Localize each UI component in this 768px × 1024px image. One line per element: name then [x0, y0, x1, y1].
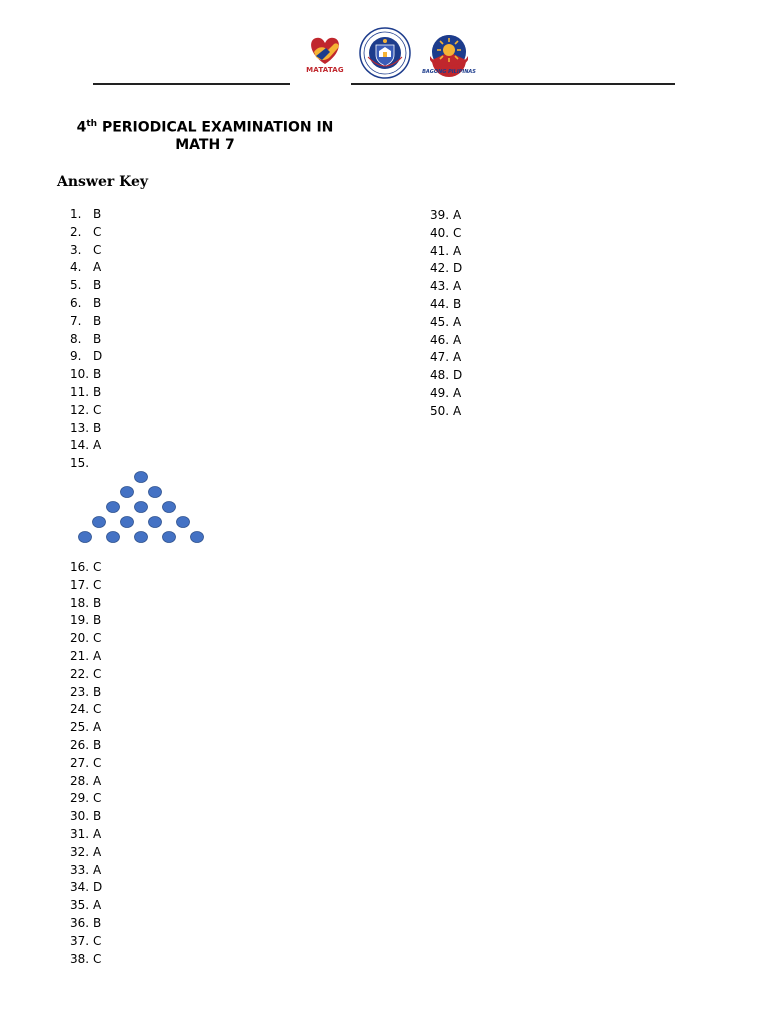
answer-item	[70, 259, 102, 277]
answer-item	[430, 349, 462, 367]
pattern-dot	[149, 517, 162, 528]
answer-number: 44.	[430, 296, 450, 311]
deped-seal	[359, 27, 411, 79]
answer-letter: A	[453, 314, 462, 329]
answer-list-1-15	[70, 206, 102, 473]
answer-number: 49.	[430, 385, 450, 400]
answer-letter: A	[93, 438, 102, 453]
answer-number: 9.	[70, 349, 82, 364]
answer-letter: A	[453, 243, 462, 258]
answer-number: 46.	[430, 332, 450, 347]
answer-number: 1.	[70, 207, 82, 221]
pattern-dot	[177, 517, 190, 528]
answer-item	[430, 314, 462, 332]
answer-number: 19.	[70, 613, 90, 628]
title-line-2: MATH 7	[175, 136, 235, 153]
answer-number: 45.	[430, 314, 450, 329]
answer-letter: B	[93, 809, 102, 824]
answer-letter: C	[93, 402, 102, 417]
answer-item	[70, 648, 102, 666]
pattern-dot	[149, 487, 162, 498]
answer-letter: A	[453, 279, 462, 294]
answer-number: 23.	[70, 684, 90, 699]
pattern-dot	[121, 517, 134, 528]
answer-list-39-50	[430, 207, 462, 421]
answer-item	[430, 243, 462, 261]
answer-item	[70, 559, 102, 577]
answer-letter: A	[93, 773, 102, 788]
title-ordinal: 4	[76, 119, 87, 136]
pattern-dot	[135, 502, 148, 513]
answer-letter: C	[93, 577, 102, 592]
answer-number: 2.	[70, 224, 82, 239]
title-ordinal-suffix: th	[86, 119, 98, 129]
answer-item	[70, 737, 102, 755]
answer-letter: C	[93, 560, 102, 574]
answer-item	[430, 367, 462, 385]
answer-letter: C	[93, 951, 102, 966]
answer-number: 17.	[70, 577, 90, 592]
answer-number: 36.	[70, 915, 90, 930]
answer-number: 29.	[70, 791, 90, 806]
answer-letter: A	[93, 648, 102, 663]
answer-letter: B	[93, 595, 102, 610]
answer-item	[70, 915, 102, 933]
answer-item	[70, 933, 102, 951]
header-rule-right	[351, 83, 675, 85]
answer-letter: A	[93, 260, 102, 275]
answer-number: 7.	[70, 313, 82, 328]
answer-number: 34.	[70, 880, 90, 895]
answer-number: 41.	[430, 243, 450, 258]
answer-item	[70, 630, 102, 648]
answer-item	[70, 384, 102, 402]
answer-number: 11.	[70, 384, 90, 399]
answer-number: 21.	[70, 648, 90, 663]
answer-letter: C	[93, 631, 102, 646]
matatag-logo-text: MATATAG	[306, 66, 344, 74]
answer-list-16-38	[70, 559, 102, 968]
answer-letter: B	[93, 278, 102, 293]
answer-letter: A	[453, 350, 462, 365]
answer-item	[70, 612, 102, 630]
answer-item	[430, 207, 462, 225]
bagong-pilipinas-logo-text: BAGONG PILIPINAS	[422, 69, 476, 75]
answer-item	[70, 879, 102, 897]
answer-item	[70, 224, 102, 242]
answer-letter: D	[453, 368, 463, 383]
answer-item	[430, 385, 462, 403]
answer-letter: C	[93, 791, 102, 806]
title-line-1	[60, 116, 350, 137]
answer-number: 30.	[70, 809, 90, 824]
answer-letter: B	[93, 331, 102, 346]
answer-item	[70, 773, 102, 791]
answer-letter: B	[93, 915, 102, 930]
answer-item	[70, 206, 102, 224]
answer-letter: C	[93, 666, 102, 681]
answer-number: 40.	[430, 225, 450, 240]
answer-letter: A	[93, 862, 102, 877]
answer-number: 5.	[70, 278, 82, 293]
answer-letter: B	[93, 613, 102, 628]
answer-item	[70, 420, 102, 438]
answer-letter: A	[93, 826, 102, 841]
answer-letter: A	[453, 332, 462, 347]
answer-item	[70, 366, 102, 384]
answer-item	[70, 348, 102, 366]
answer-number: 10.	[70, 367, 90, 382]
answer-letter: C	[93, 702, 102, 717]
answer-item	[430, 332, 462, 350]
pattern-dot	[79, 532, 92, 543]
answer-number: 4.	[70, 260, 82, 275]
answer-letter: B	[93, 207, 102, 221]
answer-item	[70, 684, 102, 702]
answer-letter: B	[453, 296, 462, 311]
answer-number: 15.	[70, 456, 90, 471]
answer-number: 28.	[70, 773, 90, 788]
answer-letter: D	[453, 261, 463, 276]
answer-item	[70, 331, 102, 349]
answer-number: 26.	[70, 737, 90, 752]
pattern-dot	[163, 532, 176, 543]
answer-number: 31.	[70, 826, 90, 841]
answer-item	[70, 862, 102, 880]
answer-item	[430, 225, 462, 243]
answer-number: 16.	[70, 560, 90, 574]
pattern-dot	[107, 502, 120, 513]
page-title	[60, 116, 350, 154]
answer-item	[430, 296, 462, 314]
answer-letter: A	[93, 898, 102, 913]
answer-number: 25.	[70, 720, 90, 735]
answer-number: 20.	[70, 631, 90, 646]
answer-number: 35.	[70, 898, 90, 913]
pattern-dot	[135, 472, 148, 483]
answer-letter: C	[93, 933, 102, 948]
answer-item	[430, 260, 462, 278]
answer-item	[70, 755, 102, 773]
answer-item	[70, 437, 102, 455]
answer-letter: B	[93, 384, 102, 399]
pattern-dot	[107, 532, 120, 543]
answer-letter: B	[93, 295, 102, 310]
answer-number: 18.	[70, 595, 90, 610]
answer-item	[70, 826, 102, 844]
answer-number: 37.	[70, 933, 90, 948]
answer-number: 8.	[70, 331, 82, 346]
answer-number: 3.	[70, 242, 82, 257]
answer-item	[430, 278, 462, 296]
answer-number: 50.	[430, 403, 450, 418]
answer-letter: C	[93, 224, 102, 239]
pattern-dot	[121, 487, 134, 498]
answer-number: 33.	[70, 862, 90, 877]
answer-letter: C	[453, 225, 462, 240]
answer-letter: C	[93, 242, 102, 257]
answer-number: 48.	[430, 368, 450, 383]
answer-item	[70, 295, 102, 313]
answer-number: 32.	[70, 844, 90, 859]
answer-number: 43.	[430, 279, 450, 294]
answer-letter: D	[93, 880, 103, 895]
answer-number: 14.	[70, 438, 90, 453]
title-line-1-rest: PERIODICAL EXAMINATION IN	[97, 119, 334, 136]
answer-letter: A	[93, 844, 102, 859]
answer-item	[70, 242, 102, 260]
answer-number: 6.	[70, 295, 82, 310]
pattern-dot	[191, 532, 204, 543]
answer-number: 47.	[430, 350, 450, 365]
answer-item	[70, 577, 102, 595]
pattern-dot	[135, 532, 148, 543]
answer-letter: D	[93, 349, 103, 364]
answer-letter: C	[93, 755, 102, 770]
pattern-dot	[163, 502, 176, 513]
item-15-dot-pattern	[66, 465, 206, 545]
answer-item	[70, 402, 102, 420]
answer-item	[70, 897, 102, 915]
answer-letter: B	[93, 367, 102, 382]
answer-number: 38.	[70, 951, 90, 966]
answer-number: 42.	[430, 261, 450, 276]
answer-item	[70, 701, 102, 719]
answer-item	[70, 719, 102, 737]
answer-key-heading: Answer Key	[57, 174, 149, 190]
answer-item	[70, 277, 102, 295]
answer-number: 27.	[70, 755, 90, 770]
answer-letter: B	[93, 313, 102, 328]
header-rule-left	[93, 83, 290, 85]
answer-number: 12.	[70, 402, 90, 417]
answer-item	[70, 844, 102, 862]
answer-item	[70, 808, 102, 826]
answer-item	[70, 595, 102, 613]
answer-item	[430, 403, 462, 421]
answer-letter: B	[93, 684, 102, 699]
answer-item	[70, 313, 102, 331]
answer-number: 39.	[430, 208, 450, 222]
answer-item	[70, 951, 102, 969]
answer-letter: A	[93, 720, 102, 735]
answer-item	[70, 666, 102, 684]
answer-number: 13.	[70, 420, 90, 435]
answer-letter: B	[93, 737, 102, 752]
answer-letter: A	[453, 385, 462, 400]
answer-number: 22.	[70, 666, 90, 681]
answer-number: 24.	[70, 702, 90, 717]
answer-letter: A	[453, 208, 462, 222]
pattern-dot	[93, 517, 106, 528]
answer-letter: A	[453, 403, 462, 418]
answer-letter: B	[93, 420, 102, 435]
answer-item	[70, 790, 102, 808]
